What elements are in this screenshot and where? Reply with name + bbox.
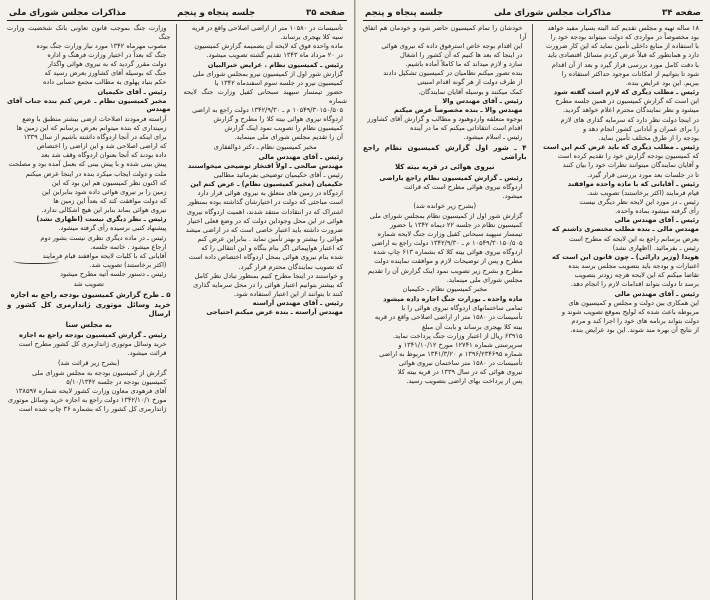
paragraph: مخبر کمیسیون نظام ـ حکیمیان	[402, 285, 487, 294]
paragraph: میشود و نظر نمایندگان محترم اعلام خواهد گردید.	[562, 106, 699, 115]
paragraph: تیمسار سپهبد سبحانی کفیل وزارت جنگ لایحه شماره	[377, 229, 523, 238]
right-page	[355, 0, 710, 600]
paragraph: اردوگاه نیروی هوائی مطرح است که قرائت	[404, 183, 523, 192]
right-page-col-left	[363, 24, 533, 600]
paragraph: نیروی هوائی که در سال ۱۳۳۹ در قریه بیته کلا	[397, 368, 523, 377]
paragraph: و خواستند در اینجا مطرح کنیم بمنظور تبادل نظر کامل	[194, 271, 343, 280]
paragraph: اشتراک که در انتقادات منتقد شدند، اهمیت اردوگاه نیروی	[186, 207, 343, 216]
paragraph: تأسیسات در ۱۰۵۸۰ متر از اراضی اصلاحی واقع در قریه	[191, 24, 343, 32]
paragraph: کنند تا بتوانند از این اعتبار استفاده شود.	[233, 290, 343, 299]
paragraph: این اقدام بوجه خاص استرفوق داده که نیروی هوائی	[381, 41, 523, 50]
paragraph: رئیس ـ آقایانی که با ماده واحده موافقند	[567, 179, 699, 188]
paragraph: که کمیسیون بودجه گزارش خود را تقدیم کرده است	[557, 152, 699, 161]
paragraph: هویدا (وزیر دارائی) ـ چون قانون این است که	[552, 252, 699, 261]
section-heading: ۵ ـ طرح گزارش کمیسیون بودجه راجع به اجازه	[10, 290, 171, 299]
paragraph: مخبر کمیسیون نظام ـ دکتر ذوالفقاری	[213, 143, 317, 152]
paragraph: بعرض برسانم راجع به این لایحه که مطرح است	[568, 234, 699, 243]
right-page-columns	[363, 24, 703, 600]
left-page-col-right	[184, 24, 348, 600]
paragraph: جنگ که بوسیله آقای کشاورز بعرض رسید که	[44, 69, 167, 78]
paragraph: حکم بنیاد پهلوی به مطالب مجمع حسابی داده	[42, 78, 167, 87]
paragraph: مخبر کمیسیون نظام ـ عرض کنم بنده جناب آقای مهندس	[7, 96, 171, 114]
left-page-header	[7, 6, 347, 21]
left-page-columns	[7, 24, 347, 600]
paragraph: تقاضا میکنم که این لایحه هرچه زودتر بتصویب	[574, 271, 699, 280]
paragraph: مهندس آراسته ـ بنده عرض میکنم احتیاجی	[206, 308, 343, 317]
paragraph: مطرح و بشرح زیر تصویب نمود اینک گزارش آن را تقدیم	[368, 266, 523, 275]
paragraph: مربوطه باعث شده که لوایح بموقع تصویب شوند و	[561, 307, 699, 316]
paragraph: رئیس ـ آقای مهندس آراسته	[252, 299, 343, 308]
paragraph: رئیس ـ در مورد این لایحه نظر دیگری نیست	[579, 197, 699, 206]
left-page-title: مذاکرات مجلس شورای ملی	[9, 8, 127, 18]
paragraph: گزارش شور اول از کمیسیون نظام بمجلس شورای ملی	[369, 211, 523, 220]
paragraph: سرپرستی شماره ۱۲۷۴۱ مورخ ۱۳۴۱/۱۰/۱۲ و	[398, 340, 523, 349]
paragraph: است مباحثی که دولت در اختیارشان گذاشته بوده بمنظور	[187, 198, 343, 207]
paragraph: کمیسیون نظام در جلسه ۲۲ دیماه ۱۳۴۲ با حضور	[389, 220, 523, 229]
paragraph: تمامی ساختمانهای اردوگاه نیروی هوائی را با	[401, 304, 523, 313]
paragraph: ضرورت داشته باید اعتبار خاصی است که در اراضی میشد	[185, 225, 343, 234]
paragraph: قرائت میشود.	[127, 349, 167, 358]
paragraph: داده بودند که آنجا بعنوان اردوگاه وقف شد بعد	[41, 151, 167, 160]
section-heading: به مجلس سنا	[65, 320, 112, 329]
paragraph: رئیس ـ دستور جلسه آتیه مطرح میشود	[60, 270, 167, 279]
paragraph: از طرف دولت از هر گونه اقدام امنیتی	[417, 78, 523, 87]
left-page-session: جلسه پنجاه و پنجم	[177, 8, 256, 18]
paragraph: خودشان را تمام کمیسیون حاضر شود و خودمان هم اتفاق آرا	[363, 24, 527, 41]
paragraph: دولت بتواند برنامه های خود را اجرا کند و مردم	[571, 317, 699, 325]
paragraph: که اراضی اصلاحی شد و این اراضی را اختصاص	[36, 142, 167, 151]
paragraph: و آقایان نمایندگان میتوانند نظرات خود را بیان کنند	[562, 161, 699, 170]
paragraph: اردوگاه نیروی هوائی بیته کلا را مطرح و گزارش	[213, 115, 343, 124]
paragraph: ماده واحده فوق که لایحه آن بضمیمه گزارش کمیسیون	[194, 42, 343, 51]
paragraph: شماره ۱۳۹۶/۲۳۴۶۹۵ م ۱۳۴۱/۳/۲۰ مربوط به اراضی	[379, 349, 523, 358]
paragraph: بود مخصوصاً در مواردی که دولت میتواند بودجه خود را	[550, 33, 699, 42]
paragraph: قیام فرمایند (اکثر برخاستند) تصویب شد.	[587, 188, 699, 197]
left-page-col-left	[7, 24, 177, 600]
paragraph: مورخ ۱۳۴۲/۱۰/۱ دولت راجع به اجازه خرید وسائل موتوری	[7, 396, 167, 405]
paragraph: میشود.	[502, 192, 523, 201]
paragraph: کمیسیون بودجه در جلسه ۵/۱۰/۱۳۴۲	[66, 377, 167, 386]
paragraph: پیشنهاد کتبی نرسیده رأی گرفته میشود.	[58, 224, 167, 233]
paragraph: اقدام است انتقاداتی میکنم که ما در آینده	[410, 124, 523, 133]
paragraph: سیه کلا بهجری برساند.	[280, 33, 343, 42]
paragraph: حکیمیان (مخبر کمیسیون نظام) ـ عرض کنم این	[190, 180, 343, 189]
paragraph: ۱۰۵۴۹/۳۰۱۵۰/۵۰۵ م ـ ۱۳۴۲/۹/۳۰ دولت راجع به اراضی	[192, 105, 343, 114]
paragraph: بنده تصور میکنم نظامیان در کمیسیون تشکیل دادند	[383, 69, 523, 78]
paragraph: از نتایج آن بهره مند شوند. این بود عرایض بنده.	[570, 326, 699, 335]
paragraph: آقای فرهودی معاون وزارت کشور لایحه شماره ۱۳۸۵۹۷	[15, 387, 167, 396]
paragraph: آن را تقدیم مجلس شورای ملی مینماید.	[234, 133, 343, 142]
right-page-col-right	[540, 24, 704, 600]
paragraph: بوجوه متعلقه واردوهبود و مطالب و گزارش آقای کشاورز	[367, 115, 523, 124]
paragraph: که تصویب نمایندگان محترم قرار گیرد.	[238, 262, 343, 271]
paragraph: ماده واحده ـ بوزارت جنگ اجازه داده میشود	[383, 295, 523, 304]
paragraph: رئیس ـ نظر دیگری نیست (اظهاری نشد)	[36, 215, 167, 224]
paragraph: رئیس ـ آقای مهندس مالی	[614, 289, 699, 298]
right-page-header	[363, 6, 703, 21]
paragraph: رئیس ـ در ماده دیگری نظری نیست بشور دوم	[40, 233, 167, 242]
paragraph: کمیسیون نظام را تصویب نمود اینک گزارش	[224, 124, 343, 133]
paragraph: شود تا بتوانیم از امکانات موجود حداکثر استفاده را	[561, 69, 699, 78]
paragraph: رئیس ـ بفرمائید. (اظهاری نشد)	[612, 243, 699, 252]
paragraph: رئیس ـ آقای حکیمیان	[97, 87, 167, 96]
right-page-number: صفحه ۳۴	[662, 8, 701, 18]
paragraph: شده بنام نیروی هوائی بمحل اردوگاه اختصاص داده است	[188, 253, 343, 262]
paragraph: رأی گرفته میشود بماده واحده.	[615, 207, 699, 216]
paragraph: سازد و لازم میداند که ما کاملاً آماده باشیم.	[405, 60, 523, 69]
paragraph: ملت و دولت ایجاب میکرد بنده در اینجا عرض میکنم	[25, 169, 167, 178]
paragraph: تأسیسات در ۱۵۸۰ متر از اراضی اصلاحی واقع در قریه	[374, 313, 523, 322]
paragraph: مطرح و پس از توضیحات لازم و موافقت نماینده دولت	[374, 257, 523, 266]
paragraph: که بیشتر بتوانیم اعتبار هوائی را در محل سرمایه گذاری	[193, 280, 343, 289]
paragraph: گزارش از کمیسیون بودجه به مجلس شورای ملی	[32, 368, 167, 377]
paragraph: مجلس شورای ملی مینماید.	[446, 275, 523, 284]
paragraph: آقایانی که با کلیات لایحه موافقند قیام فرمایند	[42, 251, 167, 260]
paragraph: آراسته فرمودند اصلاحات ارضی بیشتر منطبق با وضع	[22, 114, 167, 123]
paragraph: پیش بینی شده و با پیش بینی که بعمل آمده بود و مصلحت	[8, 160, 167, 169]
paragraph: رئیس ـ آقای مهندس والا	[442, 96, 523, 105]
paragraph: تأسیسات در ۱۵۸۰ متر ساختمان نیروی هوائی	[398, 359, 523, 368]
paragraph: دولت مقرر گردید که به نیروی هوائی واگذار	[47, 60, 167, 69]
paragraph: رئیس ـ مطلب دیگری که لازم است گفته شود	[553, 88, 699, 97]
paragraph: اعتبارات و بودجه باید بتصویب مجلس برسد بنده	[568, 262, 699, 271]
right-page-title: مذاکرات مجلس شورای ملی	[493, 8, 612, 18]
section-heading: نیروی هوائی در قریه بیته کلا	[394, 163, 495, 172]
paragraph: کمیسیون نیرو در جلسه سوم اسفندماه ۱۳۴۲ با	[214, 78, 343, 87]
paragraph: تا در جلسات بعد مورد بررسی قرار گیرد.	[587, 170, 699, 179]
paragraph: این است که گزارش کمیسیون در همین جلسه مطرح	[555, 97, 699, 106]
paragraph: رئیس ـ اسلام میشود.	[463, 133, 523, 142]
paragraph: بودجه را از طرق مختلف تأمین نماید.	[598, 133, 699, 142]
paragraph: مهندس مالی ـ بنده مطلب مختصری داشتم که	[551, 225, 699, 234]
left-page-number: صفحه ۳۵	[306, 8, 345, 18]
section-heading: خرید وسائل موتوری ژاندارمری کل کشور و ارسال	[7, 301, 171, 318]
paragraph: خرید وسائل موتوری ژاندارمری کل کشور مطرح است	[18, 340, 167, 349]
paragraph: بیته کلا بهجری برساند و بابت آن مبلغ	[421, 322, 523, 331]
paragraph: نیروی هوائی بماند بنابر این هیچ اشکالی ندارد.	[41, 206, 167, 215]
paragraph: را برای عمران و آبادانی کشور انجام دهد و	[583, 124, 699, 133]
paragraph: با استفاده از منابع داخلی تأمین نماید که این کار ضرورت	[545, 42, 699, 51]
paragraph: اردوگاه نیروی هوائی بیته کلا که بشماره ۶۱۳ چاپ شده	[373, 248, 523, 257]
paragraph: رئیس ـ کمیسیون نظام . عرایض خبرالبیان	[207, 60, 343, 69]
paragraph: مصوب مهرماه ۱۳۴۲ مورد نیاز وزارت جنگ بوده	[36, 41, 167, 50]
paragraph: رئیس ـ گزارش کمیسیون نظام راجع باراضی	[379, 174, 523, 182]
section-heading: ۴ ـ شور اول گزارش کمیسیون نظام راجع باراضی	[363, 144, 527, 161]
paragraph: رئیس ـ مطلب دیگری که باید عرض کنم این است	[543, 143, 699, 152]
paragraph: (بشرح زیر خوانده شد)	[413, 201, 477, 210]
paragraph: دارد و همانطور که قبلاً عرض کردم مسائل اقتصادی باید	[547, 51, 699, 60]
paragraph: هوائی را بیشتر و بهتر تأمین نماید . بنابراین عرض کنم	[197, 235, 343, 244]
paragraph: مهندس صالحی ـ اولاً افتخار توضیحی میخواستند	[187, 161, 343, 170]
paragraph: که اکنون نظر کمیسیون هم این بود که این	[51, 178, 167, 187]
paragraph: رئیس ـ آقای حکیمیان توضیحی بفرمائید مطالبی	[213, 171, 343, 179]
paragraph: تصویب شد	[73, 279, 104, 288]
paragraph: که اعتبار هواپیمائی اگر بنام بنگاه و این انتقالی را که	[201, 244, 343, 253]
paragraph: ارجاع میشود . خاتمه جلسه.	[90, 242, 167, 251]
paragraph: رئیس ـ آقای مهندس مالی	[258, 152, 343, 161]
paragraph: که دولت موافقت کند که بعداً این زمین ها	[53, 196, 167, 205]
paragraph: ۶۳۹۱۵ ریال از اعتبار وزارت جنگ پرداخت نماید.	[392, 331, 523, 340]
paragraph: ببریم. این بود عرایض بنده.	[625, 78, 699, 87]
handwritten-mark	[13, 256, 59, 264]
paragraph: ۱۰۵۴۹/۳۰۱۵۰/۵۰۵ م ـ ۱۳۴۲/۹/۳۰ دولت راجع به اراضی	[371, 239, 523, 248]
paragraph: کمک میکنند و بوسیله آقایان نمایندگان.	[418, 87, 523, 96]
paragraph: وزارت جنگ بموجب قانون تعاونی بانک شخصیت وزارت جنگ	[7, 24, 171, 41]
paragraph: اردوگاه در زمین های متعلق به نیروی هوائی قرار دارد	[197, 189, 343, 198]
paragraph: ژاندارمری کل کشور را که بشماره ۳۶ چاپ شده است	[18, 405, 167, 414]
paragraph: ۱۸ ساله تهیه و مجلس تقدیم کند البته بسیار مفید خواهد	[547, 24, 699, 32]
paragraph: مهندس والا ـ بنده مخصوصاً عرض میکنم	[394, 105, 523, 114]
right-page-session: جلسه پنجاه و پنجم	[365, 8, 444, 18]
paragraph: در اینجا که بعد ها کنیم که آن کشور را اشغال	[400, 50, 523, 59]
paragraph: پس از پرداخت بهای اراضی بتصویب رسید.	[406, 377, 523, 386]
paragraph: گزارش شور اول از کمیسیون نیرو بمجلس شورای ملی	[192, 69, 343, 78]
paragraph: جنگ که بعداً در اختیار وزارت فرهنگ و اداره	[47, 50, 167, 59]
paragraph: هوائی در این محل وجوداین دولت که در وضع فعلی اختیار	[187, 216, 343, 225]
paragraph: برای اینکه در آنجا اردوگاه داشته باشیم از سال ۱۳۳۹	[23, 132, 167, 141]
paragraph: رئیس ـ آقای مهندس مالی	[614, 216, 699, 225]
paragraph: در ۲۰ مرداد ماه ۱۳۴۳ تقدیم گشته تصویب میشود.	[206, 51, 343, 60]
paragraph: (اکثر برخاستند) تصویب شد.	[89, 261, 167, 270]
paragraph: این همکاری بین دولت و مجلس و کمیسیون های	[568, 298, 699, 307]
paragraph: برسد تا دولت بتواند اقدامات لازم را انجام دهد.	[570, 280, 699, 289]
paragraph: (بشرح زیر قرائت شد)	[57, 359, 120, 368]
paragraph: زمین را بر نیروی هوائی داده شود بنابراین این	[41, 187, 167, 196]
paragraph: در اینجا دولت نظر دارد که سرمایه گذاری های لازم	[560, 115, 699, 124]
paragraph: رئیس ـ گزارش کمیسیون بودجه راجع به اجازه	[18, 331, 167, 340]
paragraph: با دقت کامل مورد بررسی قرار گیرد و بعد از آن اقدام	[551, 60, 699, 69]
paragraph: زمینداری که بنده میتوانم بعرض برسانم که این زمین ها	[16, 123, 167, 132]
paragraph: حضور تیمسار سپهبد سبحانی کفیل وزارت جنگ لایحه شماره	[183, 88, 347, 105]
